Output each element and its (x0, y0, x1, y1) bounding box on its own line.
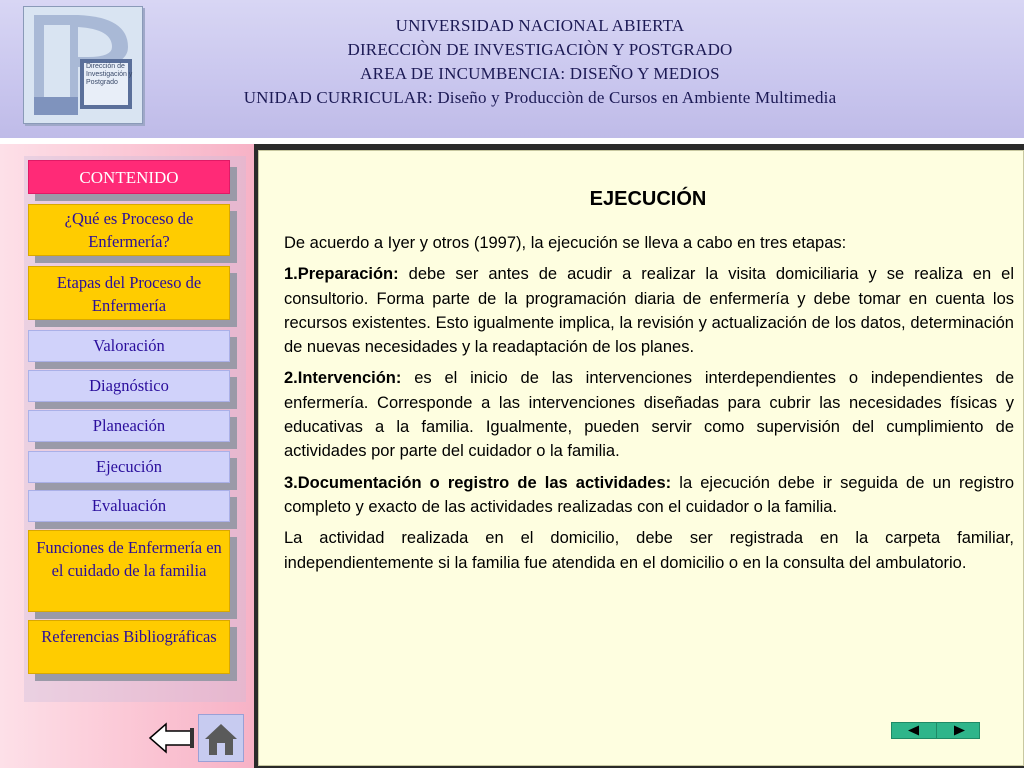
menu-item-que-es-proceso[interactable]: ¿Qué es Proceso de Enfermería? (28, 204, 230, 256)
menu-item-evaluacion[interactable]: Evaluación (28, 490, 230, 522)
prev-arrow-icon[interactable] (892, 723, 936, 738)
back-arrow-icon[interactable] (146, 716, 198, 760)
header-line-area: AREA DE INCUMBENCIA: DISEÑO Y MEDIOS (360, 64, 720, 83)
paragraph-documentacion-heading: 3.Documentación o registro de las actividades: (284, 473, 672, 492)
menu-item-etapas-proceso[interactable]: Etapas del Proceso de Enfermería (28, 266, 230, 320)
header-line-direction: DIRECCIÒN DE INVESTIGACIÒN Y POSTGRADO (347, 40, 733, 59)
logo-caption: Dirección de Investigación y Postgrado (86, 63, 133, 86)
paragraph-intervencion (284, 366, 1014, 463)
paragraph-preparacion (284, 262, 1014, 359)
header-banner (0, 0, 1024, 138)
university-logo (23, 6, 143, 124)
home-icon[interactable] (198, 714, 244, 762)
menu-contenido-header[interactable]: CONTENIDO (28, 160, 230, 194)
paragraph-actividad: La actividad realizada en el domicilio, debe ser registrada en la carpeta familiar, independientemente si la familia fue atendida en el domicilio o en la consulta del ambulatorio. (284, 529, 1014, 572)
menu-item-referencias[interactable]: Referencias Bibliográficas (28, 620, 230, 674)
menu-item-diagnostico[interactable]: Diagnóstico (28, 370, 230, 402)
menu-item-funciones-enfermeria[interactable]: Funciones de Enfermería en el cuidado de la familia (28, 530, 230, 612)
paragraph-intervencion-heading: 2.Intervención: (284, 369, 402, 388)
paragraph-intervencion-text: es el inicio de las intervenciones interdependientes o independientes de enfermería. Corresponde a las intervenciones diseñadas para cubrir las necesidades físicas y educativas a la familia. Igualmente, pueden servir como supervisión del cumplimiento de actividades por parte del cuidador o la familia. (284, 369, 1014, 461)
header-line-unit: UNIDAD CURRICULAR: Diseño y Producciòn de Cursos en Ambiente Multimedia (243, 88, 837, 107)
menu-item-valoracion[interactable]: Valoración (28, 330, 230, 362)
header-line-university: UNIVERSIDAD NACIONAL ABIERTA (395, 16, 685, 35)
next-arrow-icon[interactable] (936, 723, 980, 738)
paragraph-preparacion-text: debe ser antes de acudir a realizar la visita domiciliaria y se realiza en el consultorio. Forma parte de la programación diaria de enfermería y debe tomar en cuenta los recursos existentes. Esto igualmente implica, la revisión y actualización de los datos, determinación de nuevas necesidades y la readaptación de los planes. (284, 265, 1014, 357)
paragraph-documentacion (284, 471, 1014, 520)
content-body (284, 231, 1014, 582)
paragraph-documentacion-text: la ejecución debe ir seguida de un registro completo y exacto de las actividades realizadas con el cuidador o la familia. (284, 473, 1015, 516)
header-titles (140, 14, 940, 110)
menu-item-ejecucion[interactable]: Ejecución (28, 451, 230, 483)
paragraph-preparacion-heading: 1.Preparación: (284, 265, 399, 284)
page-title: EJECUCIÓN (589, 188, 707, 210)
page-navigation (891, 722, 980, 739)
menu-item-planeacion[interactable]: Planeación (28, 410, 230, 442)
intro-paragraph: De acuerdo a Iyer y otros (1997), la ejecución se lleva a cabo en tres etapas: (284, 234, 847, 252)
